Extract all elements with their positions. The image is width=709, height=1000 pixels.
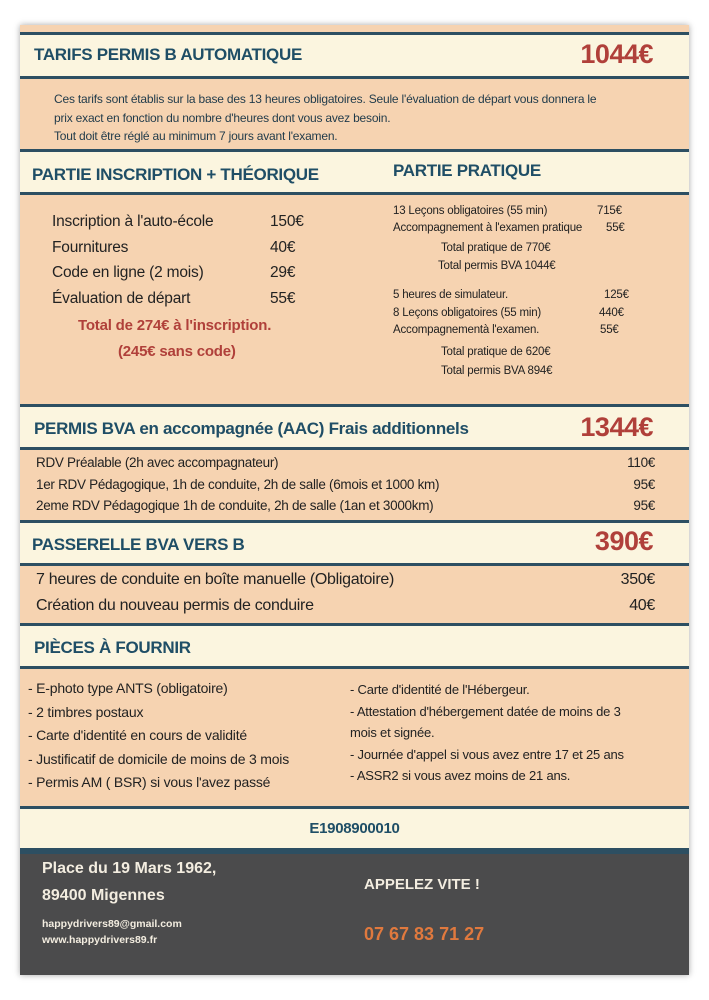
note-line: prix exact en fonction du nombre d'heures dont vous avez besoin. <box>54 110 391 125</box>
item-price: 715€ <box>597 205 622 217</box>
item-price: 40€ <box>270 238 296 256</box>
item-price: 350€ <box>620 571 655 588</box>
pieces-title: PIÈCES À FOURNIR <box>34 638 191 657</box>
document-item: - Attestation d'hébergement datée de moins de 3 <box>350 703 621 719</box>
item-price: 40€ <box>629 597 655 614</box>
item-label: 8 Leçons obligatoires (55 min) <box>393 306 542 319</box>
document-item: - 2 timbres postaux <box>28 703 144 720</box>
passerelle-row <box>36 597 655 615</box>
inscription-title: PARTIE INSCRIPTION + THÉORIQUE <box>32 165 319 184</box>
website-link[interactable]: www.happydrivers89.fr <box>42 934 158 946</box>
aac-title: PERMIS BVA en accompagnée (AAC) Frais additionnels <box>34 419 469 438</box>
flyer <box>20 25 689 975</box>
item-price: 125€ <box>604 289 629 301</box>
total-line: Total permis BVA 1044€ <box>438 260 556 272</box>
code-band <box>20 806 689 851</box>
item-label: 2eme RDV Pédagogique 1h de conduite, 2h de salle (1an et 3000km) <box>36 498 434 513</box>
item-label: 1er RDV Pédagogique, 1h de conduite, 2h de salle (6mois et 1000 km) <box>36 476 440 492</box>
total-line: Total pratique de 770€ <box>441 242 551 254</box>
aac-header <box>20 404 689 450</box>
item-label: 7 heures de conduite en boîte manuelle (Obligatoire) <box>36 571 394 588</box>
inscription-total: Total de 274€ à l'inscription. <box>78 317 272 334</box>
aac-row <box>36 477 655 492</box>
tarifs-price: 1044€ <box>580 39 653 69</box>
note-line: Ces tarifs sont établis sur la base des 13 heures obligatoires. Seule l'évaluation de départ vous donnera le <box>54 92 597 106</box>
passerelle-row <box>36 571 655 589</box>
address-line: Place du 19 Mars 1962, <box>42 860 217 877</box>
document-item: - Justificatif de domicile de moins de 3 mois <box>28 750 289 767</box>
pieces-left <box>28 677 289 795</box>
item-label: 13 Leçons obligatoires (55 min) <box>393 205 548 217</box>
item-price: 95€ <box>633 498 655 513</box>
item-label: Accompagnement à l'examen pratique <box>393 221 583 234</box>
section-header <box>20 149 689 195</box>
document-item: - Journée d'appel si vous avez entre 17 et 25 ans <box>350 746 624 762</box>
tarifs-title: TARIFS PERMIS B AUTOMATIQUE <box>34 45 302 64</box>
item-price: 110€ <box>627 455 655 470</box>
aac-row <box>36 455 655 470</box>
item-price: 440€ <box>599 306 624 319</box>
document-item: - E-photo type ANTS (obligatoire) <box>28 680 228 696</box>
document-item: - Carte d'identité en cours de validité <box>28 727 247 743</box>
total-line: Total pratique de 620€ <box>441 346 551 358</box>
document-item: - Carte d'identité de l'Hébergeur. <box>350 682 530 697</box>
document-item: mois et signée. <box>350 725 435 740</box>
item-price: 55€ <box>606 221 625 234</box>
tarifs-note <box>54 90 596 146</box>
item-label: Évaluation de départ <box>52 289 191 307</box>
item-label: Fournitures <box>52 238 129 256</box>
call-to-action: APPELEZ VITE ! <box>364 876 480 893</box>
passerelle-title: PASSERELLE BVA VERS B <box>32 535 245 554</box>
item-label: RDV Préalable (2h avec accompagnateur) <box>36 455 279 470</box>
item-label: Création du nouveau permis de conduire <box>36 597 314 614</box>
item-label: Code en ligne (2 mois) <box>52 264 204 281</box>
item-price: 55€ <box>270 289 296 307</box>
email-link[interactable]: happydrivers89@gmail.com <box>42 918 182 930</box>
inscription-total-no-code: (245€ sans code) <box>118 343 236 360</box>
item-price: 95€ <box>633 476 655 492</box>
item-label: Accompagnementà l'examen. <box>393 324 540 336</box>
item-label: 5 heures de simulateur. <box>393 289 508 301</box>
document-item: - ASSR2 si vous avez moins de 21 ans. <box>350 768 571 783</box>
note-line: Tout doit être réglé au minimum 7 jours avant l'examen. <box>54 129 338 143</box>
aac-price: 1344€ <box>580 412 653 442</box>
item-price: 55€ <box>600 324 619 336</box>
footer <box>20 851 689 975</box>
pieces-header <box>20 623 689 669</box>
tarifs-header <box>20 32 689 79</box>
document-item: - Permis AM ( BSR) si vous l'avez passé <box>28 774 271 790</box>
passerelle-header <box>20 520 689 566</box>
pieces-right <box>350 679 624 787</box>
passerelle-price: 390€ <box>594 526 653 556</box>
pratique-title: PARTIE PRATIQUE <box>393 161 541 180</box>
item-price: 29€ <box>270 264 296 281</box>
phone-number[interactable]: 07 67 83 71 27 <box>364 924 485 944</box>
address-line: 89400 Migennes <box>42 887 165 904</box>
aac-row <box>36 498 655 513</box>
item-label: Inscription à l'auto-école <box>52 213 214 230</box>
total-line: Total permis BVA 894€ <box>441 365 553 377</box>
item-price: 150€ <box>270 213 304 230</box>
agrement-code: E1908900010 <box>309 820 400 837</box>
